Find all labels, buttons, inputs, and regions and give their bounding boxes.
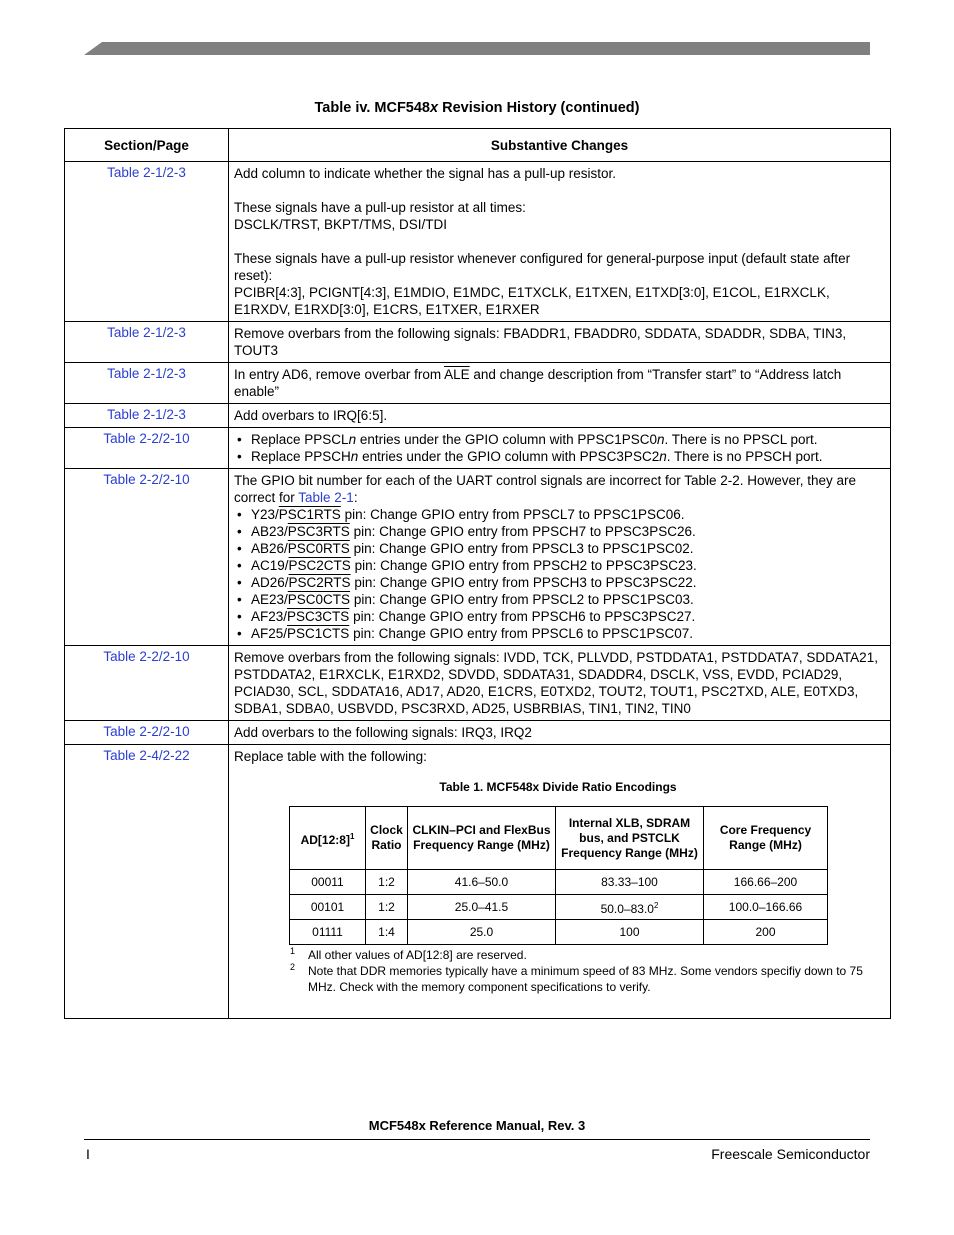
table-row [65, 322, 891, 363]
table-row [65, 162, 891, 322]
bullet-item: • Replace PPSCHn entries under the GPIO column with PPSC3PSC2n. There is no PPSCH port. [234, 448, 882, 465]
table-header-row [65, 129, 891, 162]
subtable-header-row: AD[12:8]$^1$ Clock Ratio CLKIN–PCI and FlexBus Frequency Range (MHz) Internal XLB, SDRAM bus, and PSTCLK Frequency Range (MHz) Core Frequency Range (MHz) [290, 807, 828, 870]
change-cell: Add column to indicate whether the signal has a pull-up resistor. These signals have a pull-up resistor at all times: DSCLK/TRST, BKPT/TMS, DSI/TDI These signals have a pull-up resistor whenever configured for general-purpose input (default state after reset): PCIBR[4:3], PCIGNT[4:3], E1MDIO, E1MDC, E1TXCLK, E1TXEN, E1TXD[3:0], E1COL, E1RXCLK, E1RXDV, E1RXD[3:0], E1CRS, E1TXER, E1RXER [229, 162, 891, 322]
bullet-item: • AB23/PSC3RTS pin: Change GPIO entry from PPSCH7 to PPSC3PSC26. [234, 523, 882, 540]
footer-page-number: I [86, 1146, 90, 1162]
change-cell [229, 428, 891, 469]
bullet-item: • AD26/PSC2RTS pin: Change GPIO entry from PPSCH3 to PPSC3PSC22. [234, 574, 882, 591]
table-row [65, 745, 891, 1019]
header-substantive-changes: Substantive Changes [229, 129, 891, 162]
bullet-item: • AF25/PSC1CTS pin: Change GPIO entry from PPSCL6 to PPSC1PSC07. [234, 625, 882, 642]
section-link[interactable]: Table 2-2/2-10 [65, 646, 229, 721]
subtable-row: 01111 1:4 25.0 100 200 [290, 920, 828, 945]
section-link[interactable]: Table 2-1/2-3 [65, 322, 229, 363]
bullet-item: • AF23/PSC3CTS pin: Change GPIO entry from PPSCH6 to PPSC3PSC27. [234, 608, 882, 625]
change-cell: The GPIO bit number for each of the UART control signals are incorrect for Table 2-2. However, they are correct for Table 2-1: • Y23/PSC1RTS pin: Change GPIO entry from PPSCL7 to PPSC1PSC06. • AB23/PSC3RTS pin: Change GPIO entry from PPSCH7 to PPSC3PSC26. • AB26/PSC0RTS pin: Change GPIO entry from PPSCL3 to PPSC1PSC02. • AC19/PSC2CTS pin: Change GPIO entry from PPSCH2 to PPSC3PSC23. • AD26/PSC2RTS pin: Change GPIO entry from PPSCH3 to PPSC3PSC22. • AE23/PSC0CTS pin: Change GPIO entry from PPSCL2 to PPSC1PSC03. • AF23/PSC3CTS pin: Change GPIO entry from PPSCH6 to PPSC3PSC27. • AF25/PSC1CTS pin: Change GPIO entry from PPSCL6 to PPSC1PSC07. [229, 469, 891, 646]
table-row [65, 404, 891, 428]
subtable-row: 00101 1:2 25.0–41.5 50.0–83.0$^2$ 100.0–166.66 [290, 895, 828, 920]
change-cell: Add overbars to the following signals: IRQ3, IRQ2 [229, 721, 891, 745]
subtable-caption: Table 1. MCF548x Divide Ratio Encodings [439, 780, 677, 794]
section-link[interactable]: Table 2-2/2-10 [65, 428, 229, 469]
table-2-1-link[interactable]: Table 2-1 [298, 490, 354, 505]
change-cell: Replace table with the following: Table 1. MCF548x Divide Ratio Encodings AD[12:8]$^1$ Clock Ratio CLKIN–PCI and FlexBus Frequency Range (MHz) Internal XLB, SDRAM bus, and PSTCLK Frequency Range (MHz) Core Frequency Range (MHz) 00011 1:2 41.6–50.0 83.33–100 166.66–200 00101 1:2 25.0–41.5 50.0–83.0$^2$ 100.0–166.66 01111 1:4 25.0 100 200 1 All other values of AD[12:8] are reserved. 2 Note that DDR memories typically have a minimum speed of 83 MHz. Some vendors specifiy down to 75 MHz. Check with the memory component specifications to verify. [229, 745, 891, 1019]
change-cell: Add overbars to IRQ[6:5]. [229, 404, 891, 428]
bullet-item: • AB26/PSC0RTS pin: Change GPIO entry from PPSCL3 to PPSC1PSC02. [234, 540, 882, 557]
table-row [65, 646, 891, 721]
table-row [65, 721, 891, 745]
table-row [65, 363, 891, 404]
section-link[interactable]: Table 2-1/2-3 [65, 404, 229, 428]
bullet-item: • Y23/PSC1RTS pin: Change GPIO entry from PPSCL7 to PPSC1PSC06. [234, 506, 882, 523]
table-row [65, 469, 891, 646]
footnote: 1 All other values of AD[12:8] are reserved. [290, 946, 527, 962]
table-caption: Table iv. MCF548x Revision History (continued) [314, 100, 640, 116]
change-cell: Remove overbars from the following signals: IVDD, TCK, PLLVDD, PSTDDATA1, PSTDDATA7, SDDATA21, PSTDDATA2, E1RXCLK, E1RXD2, SDVDD, SDDATA31, SDADDR4, DSCLK, VSS, EVDD, PCIAD29, PCIAD30, SCL, SDDATA16, AD17, AD20, E1CRS, E0TXD2, TOUT2, TOUT1, PSC2TXD, ALE, E0TXD3, SDBA1, SDBA0, USBVDD, PSC3RXD, AD25, USBRBIAS, TIN1, TIN2, TIN0 [229, 646, 891, 721]
bullet-item: • AE23/PSC0CTS pin: Change GPIO entry from PPSCL2 to PPSC1PSC03. [234, 591, 882, 608]
section-link[interactable]: Table 2-2/2-10 [65, 469, 229, 646]
change-cell: In entry AD6, remove overbar from $\overline{ALE}$ and change description from “Transfer start” to “Address latch enable” [229, 363, 891, 404]
subtable-footnotes [290, 947, 882, 995]
change-cell: Remove overbars from the following signals: FBADDR1, FBADDR0, SDDATA, SDADDR, SDBA, TIN3, TOUT3 [229, 322, 891, 363]
footer-divider [84, 1139, 870, 1140]
section-link[interactable]: Table 2-4/2-22 [65, 745, 229, 1019]
bullet-item: • AC19/PSC2CTS pin: Change GPIO entry from PPSCH2 to PPSC3PSC23. [234, 557, 882, 574]
divide-ratio-table [289, 806, 828, 945]
footer-company: Freescale Semiconductor [711, 1146, 870, 1162]
header-section-page: Section/Page [65, 129, 229, 162]
bullet-item: • Replace PPSCLn entries under the GPIO column with PPSC1PSC0n. There is no PPSCL port. [234, 431, 882, 448]
header-bar [84, 42, 870, 55]
footer-manual-title: MCF548x Reference Manual, Rev. 3 [368, 1118, 586, 1133]
section-link[interactable]: Table 2-2/2-10 [65, 721, 229, 745]
section-link[interactable]: Table 2-1/2-3 [65, 363, 229, 404]
table-row [65, 428, 891, 469]
section-link[interactable]: Table 2-1/2-3 [65, 162, 229, 322]
footnote: 2 Note that DDR memories typically have a minimum speed of 83 MHz. Some vendors specifiy down to 75 MHz. Check with the memory component specifications to verify. [290, 962, 863, 994]
subtable-row: 00011 1:2 41.6–50.0 83.33–100 166.66–200 [290, 870, 828, 895]
revision-history-table [64, 128, 891, 1019]
